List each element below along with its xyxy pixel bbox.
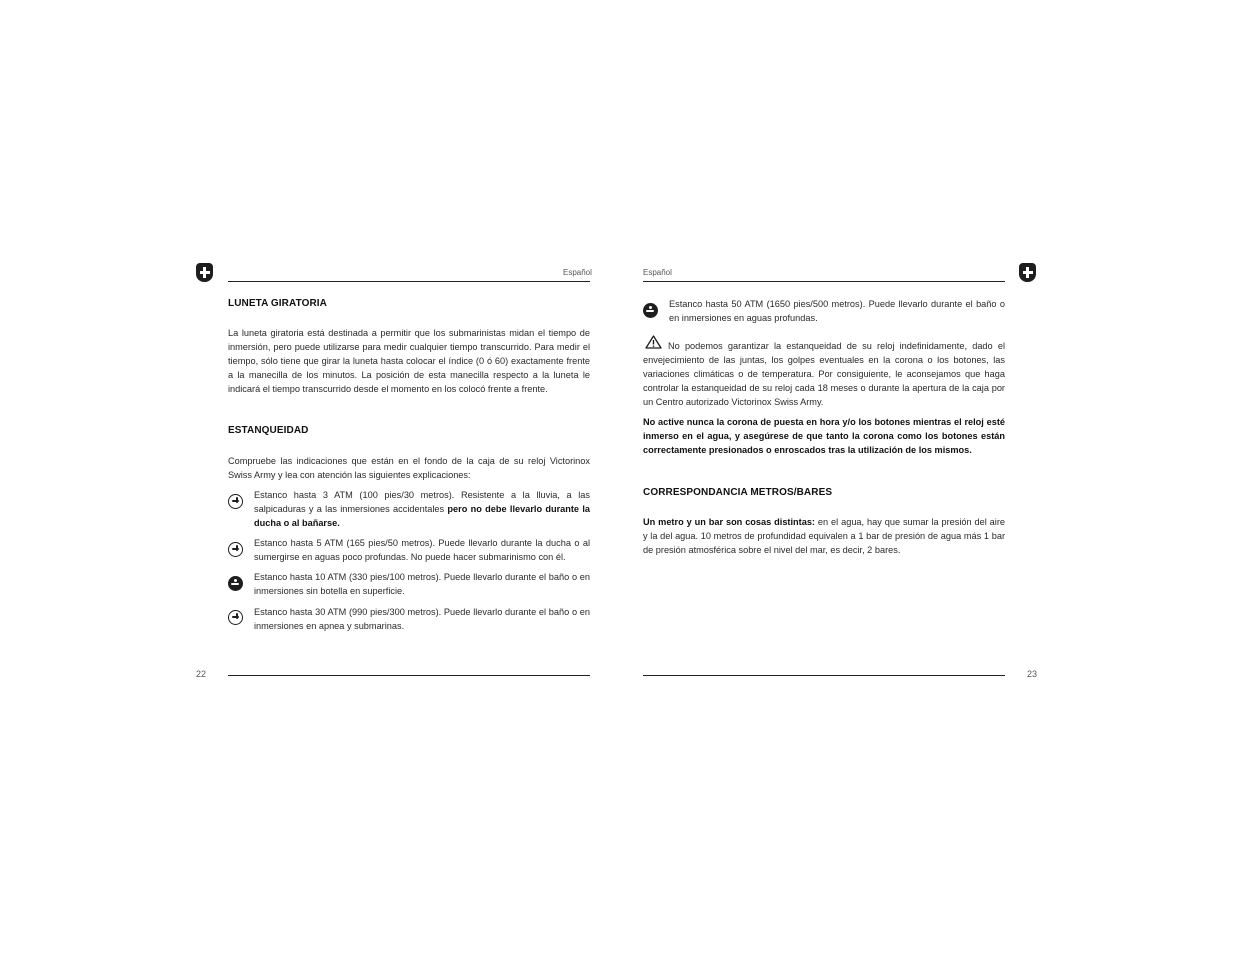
list-item-3atm-bold: pero no debe llevarlo durante la ducha o al bañarse. xyxy=(254,504,591,528)
header-divider xyxy=(228,281,590,282)
list-item-5atm: Estanco hasta 5 ATM (165 pies/50 metros). Puede llevarlo durante la ducha o al sumergirse en aguas poco profundas. No puede hacer submarinismo con él. xyxy=(254,538,590,562)
bold-lead: Un metro y un bar son cosas distintas: xyxy=(643,517,815,527)
victorinox-cross-logo-icon xyxy=(196,263,213,282)
bold-note-text: No active nunca la corona de puesta en hora y/o los botones mientras el reloj esté inmerso en el agua, y asegúrese de que tanto la corona como los botones están correctamente presionados o enroscados tras la utilización de los mismos. xyxy=(643,417,1005,455)
snorkel-diver-icon xyxy=(228,610,243,625)
section-title-luneta: LUNETA GIRATORIA xyxy=(228,298,328,309)
paragraph-estanqueidad-intro: Compruebe las indicaciones que están en el fondo de la caja de su reloj Victorinox Swiss Army y lea con atención las siguientes explicaciones: xyxy=(228,456,590,480)
bold-note xyxy=(643,415,1005,457)
footer-divider xyxy=(643,675,1005,676)
swimmer-icon xyxy=(228,576,243,591)
shower-icon xyxy=(228,542,243,557)
victorinox-cross-logo-icon xyxy=(1019,263,1036,282)
list-item-3atm-text: Estanco hasta 3 ATM (100 pies/30 metros). Resistente a la lluvia, a las salpicaduras y a las inmersiones accidentales xyxy=(254,490,590,514)
list-item-50atm: Estanco hasta 50 ATM (1650 pies/500 metros). Puede llevarlo durante el baño o en inmersiones en aguas profundas. xyxy=(669,299,1005,323)
list-item-30atm: Estanco hasta 30 ATM (990 pies/300 metros). Puede llevarlo durante el baño o en inmersiones en apnea y submarinas. xyxy=(254,607,590,631)
footer-divider xyxy=(228,675,590,676)
section-title-correspondancia: CORRESPONDANCIA METROS/BARES xyxy=(643,487,833,498)
section-title-estanqueidad: ESTANQUEIDAD xyxy=(228,425,309,436)
paragraph-correspondancia xyxy=(643,515,1005,557)
correspondancia-text: en el agua, hay que sumar la presión del aire y la del agua. 10 metros de profundidad equivalen a 1 bar de presión de agua más 1 bar de presión atmosférica sobre el nivel del mar, es decir, 2 bares. xyxy=(643,517,1005,555)
page-number: 22 xyxy=(196,669,207,679)
header-divider xyxy=(643,281,1005,282)
rain-drop-icon xyxy=(228,494,243,509)
language-label: Español xyxy=(643,268,672,277)
language-label: Español xyxy=(563,268,592,277)
list-item-10atm: Estanco hasta 10 ATM (330 pies/100 metros). Puede llevarlo durante el baño o en inmersiones sin botella en superficie. xyxy=(254,572,590,596)
warning-text: No podemos garantizar la estanqueidad de su reloj indefinidamente, dado el envejecimiento de las juntas, los golpes eventuales en la corona o los botones, las variaciones climáticas o de temperatura. Por consiguiente, le aconsejamos que haga controlar la estanqueidad de su reloj cada 18 meses o durante la apertura de la caja por un Centro autorizado Victorinox Swiss Army. xyxy=(643,341,1005,407)
page-number: 23 xyxy=(1027,669,1038,679)
paragraph-luneta: La luneta giratoria está destinada a permitir que los submarinistas midan el tiempo de inmersión, pero puede utilizarse para medir cualquier tiempo transcurrido. Para medir el tiempo, sólo tiene que girar la luneta hasta colocar el índice (0 ó 60) exactamente frente a la manecilla de los minutos. La posición de esta manecilla respecto a la luneta le indicará el tiempo transcurrido desde el momento en los colocó frente a frente. xyxy=(228,328,590,394)
list-item-3atm xyxy=(254,488,590,530)
diver-helmet-icon xyxy=(643,303,658,318)
warning-paragraph xyxy=(643,339,1005,409)
